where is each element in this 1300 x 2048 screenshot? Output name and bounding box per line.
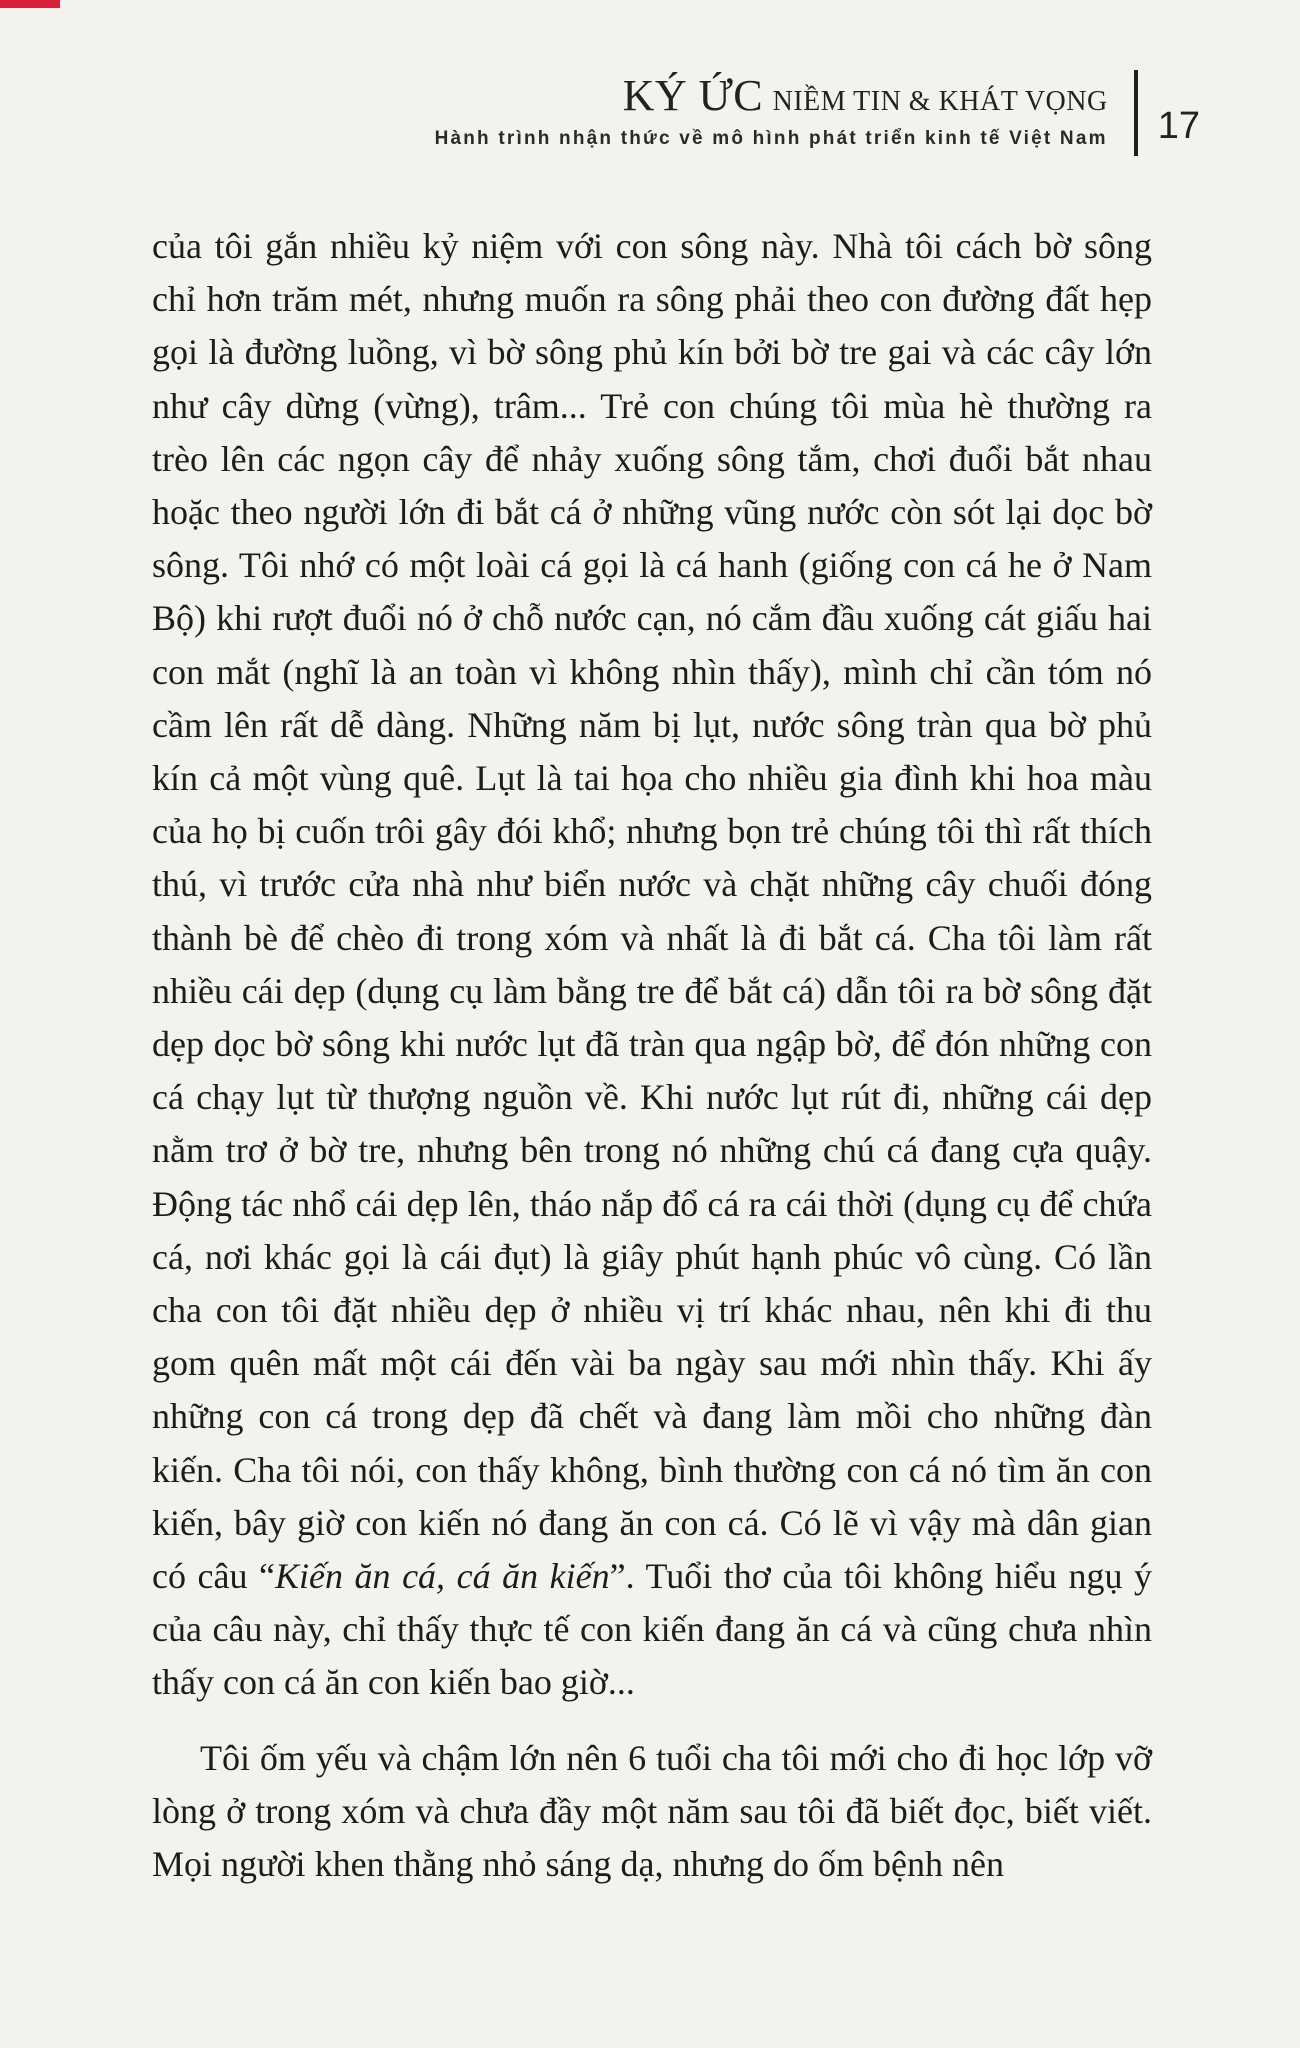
book-title-main: KÝ ỨC [622, 71, 764, 120]
header-titles [434, 71, 1108, 150]
paragraph-2: Tôi ốm yếu và chậm lớn nên 6 tuổi cha tôi mới cho đi học lớp vỡ lòng ở trong xóm và chưa đầy một năm sau tôi đã biết đọc, biết viết. Mọi người khen thằng nhỏ sáng dạ, nhưng do ốm bệnh nên [152, 1737, 1152, 1885]
page-number: 17 [1157, 104, 1200, 147]
paragraph-1-italic-quote: Kiến ăn cá, cá ăn kiến [275, 1556, 610, 1597]
book-subtitle: Hành trình nhận thức về mô hình phát triển kinh tế Việt Nam [434, 128, 1108, 149]
page-body [152, 220, 1152, 1891]
header-divider [1134, 70, 1138, 156]
paragraph-1-text-a: của tôi gắn nhiều kỷ niệm với con sông này. Nhà tôi cách bờ sông chỉ hơn trăm mét, nhưng muốn ra sông phải theo con đường đất hẹp gọi là đường luồng, vì bờ sông phủ kín bởi bờ tre gai và các cây lớn như cây dừng (vừng), trâm... Trẻ con chúng tôi mùa hè thường ra trèo lên các ngọn cây để nhảy xuống sông tắm, chơi đuổi bắt nhau hoặc theo người lớn đi bắt cá ở những vũng nước còn sót lại dọc bờ sông. Tôi nhớ có một loài cá gọi là cá hanh (giống con cá he ở Nam Bộ) khi rượt đuổi nó ở chỗ nước cạn, nó cắm đầu xuống cát giấu hai con mắt (nghĩ là an toàn vì không nhìn thấy), mình chỉ cần tóm nó cầm lên rất dễ dàng. Những năm bị lụt, nước sông tràn qua bờ phủ kín cả một vùng quê. Lụt là tai họa cho nhiều gia đình khi hoa màu của họ bị cuốn trôi gây đói khổ; nhưng bọn trẻ chúng tôi thì rất thích thú, vì trước cửa nhà như biển nước và chặt những cây chuối đóng thành bè để chèo đi trong xóm và nhất là đi bắt cá. Cha tôi làm rất nhiều cái dẹp (dụng cụ làm bằng tre để bắt cá) dẫn tôi ra bờ sông đặt dẹp dọc bờ sông khi nước lụt đã tràn qua ngập bờ, để đón những con cá chạy lụt từ thượng nguồn về. Khi nước lụt rút đi, những cái dẹp nằm trơ ở bờ tre, nhưng bên trong nó những chú cá đang cựa quậy. Động tác nhổ cái dẹp lên, tháo nắp đổ cá ra cái thời (dụng cụ để chứa cá, nơi khác gọi là cái đụt) là giây phút hạnh phúc vô cùng. Có lần cha con tôi đặt nhiều dẹp ở nhiều vị trí khác nhau, nên khi đi thu gom quên mất một cái đến vài ba ngày sau mới nhìn thấy. Khi ấy những con cá trong dẹp đã chết và đang làm mồi cho những đàn kiến. Cha tôi nói, con thấy không, bình thường con cá nó tìm ăn con kiến, bây giờ con kiến nó đang ăn con cá. Có lẽ vì vậy mà dân gian có câu “ [152, 226, 1152, 1597]
book-title-rest: NIỀM TIN & KHÁT VỌNG [772, 86, 1108, 117]
paragraph-1 [152, 220, 1152, 1710]
running-header [435, 70, 1200, 156]
paragraph-1-text-b: ”. Tuổi thơ của tôi không hiểu ngụ ý của câu này, chỉ thấy thực tế con kiến đang ăn cá và cũng chưa nhìn thấy con cá ăn con kiến bao giờ... [152, 1556, 1152, 1703]
page-corner-mark [0, 0, 60, 8]
book-title [435, 71, 1108, 122]
